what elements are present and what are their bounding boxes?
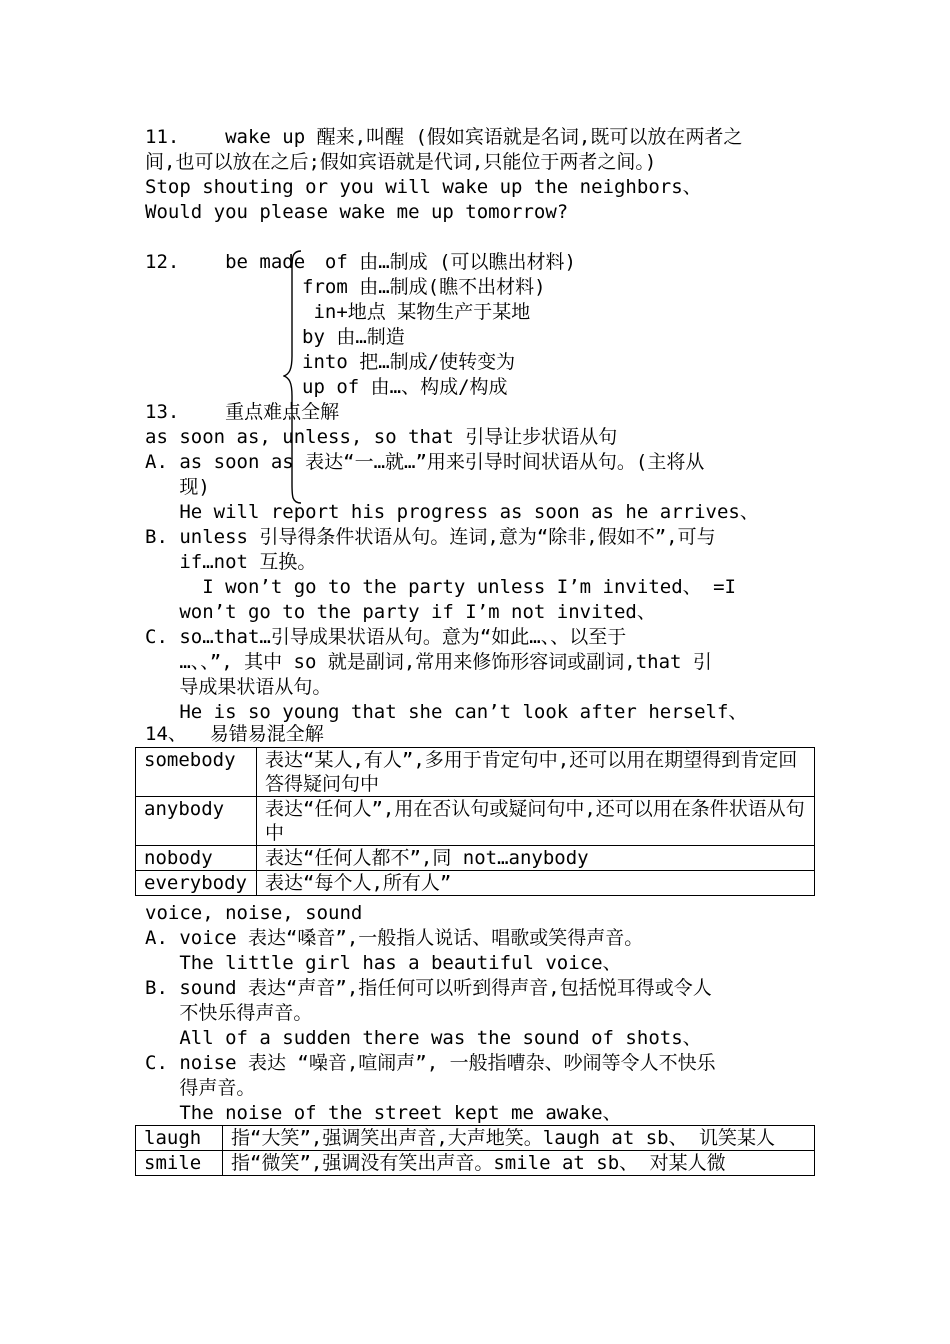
table-cell-description: 表达“任何人”,用在否认句或疑问句中,还可以用在条件状语从句中 xyxy=(257,797,815,846)
table-cell-word: somebody xyxy=(136,748,257,797)
voice-example: The little girl has a beautiful voice、 xyxy=(145,952,622,974)
table-row xyxy=(136,748,815,797)
section-11-example-1: Stop shouting or you will wake up the neighbors、 xyxy=(145,176,702,198)
table-cell-word: everybody xyxy=(136,871,257,896)
table-cell-description: 指“大笑”,强调笑出声音,大声地笑。laugh at sb、 讥笑某人 xyxy=(223,1126,815,1151)
section-11-example-2: Would you please wake me up tomorrow? xyxy=(145,201,569,223)
table-cell-description: 表达“任何人都不”,同 not…anybody xyxy=(257,846,815,871)
be-made-up-of: up of 由…、构成/构成 xyxy=(302,376,508,398)
table-cell-word: nobody xyxy=(136,846,257,871)
table-row xyxy=(136,846,815,871)
noise-line-2: 得声音。 xyxy=(145,1077,256,1099)
noise-line-1: C. noise 表达 “噪音,喧闹声”, 一般指嘈杂、吵闹等令人不快乐 xyxy=(145,1052,716,1074)
pronoun-comparison-table xyxy=(135,747,815,896)
section-13-heading: 13. 重点难点全解 xyxy=(145,401,340,423)
table-row xyxy=(136,797,815,846)
sound-line-2: 不快乐得声音。 xyxy=(145,1002,313,1024)
table-cell-word: anybody xyxy=(136,797,257,846)
section-13-intro: as soon as, unless, so that 引导让步状语从句 xyxy=(145,426,618,448)
section-11-line-2: 间,也可以放在之后;假如宾语就是代词,只能位于两者之间。) xyxy=(145,151,657,173)
noise-example: The noise of the street kept me awake、 xyxy=(145,1102,622,1124)
section-14-heading: 14、 易错易混全解 xyxy=(145,723,324,745)
sound-line-1: B. sound 表达“声音”,指任何可以听到得声音,包括悦耳得或令人 xyxy=(145,977,712,999)
be-made-by: by 由…制造 xyxy=(302,326,405,348)
table-row xyxy=(136,1126,815,1151)
section-11-line-1: 11. wake up 醒来,叫醒 (假如宾语就是名词,既可以放在两者之 xyxy=(145,126,743,148)
table-row xyxy=(136,1151,815,1176)
section-12-heading: 12. be made xyxy=(145,251,306,273)
be-made-of: of 由…制成 (可以瞧出材料) xyxy=(302,251,576,273)
voice-line-1: A. voice 表达“嗓音”,一般指人说话、唱歌或笑得声音。 xyxy=(145,927,644,949)
be-made-into: into 把…制成/使转变为 xyxy=(302,351,516,373)
be-made-in: in+地点 某物生产于某地 xyxy=(302,301,531,323)
item-b-line-1: B. unless 引导得条件状语从句。连词,意为“除非,假如不”,可与 xyxy=(145,526,716,548)
table-cell-description: 指“微笑”,强调没有笑出声音。smile at sb、 对某人微 xyxy=(223,1151,815,1176)
item-a-line-1: A. as soon as 表达“一…就…”用来引导时间状语从句。(主将从 xyxy=(145,451,705,473)
laugh-smile-table xyxy=(135,1125,815,1176)
item-c-example: He is so young that she can’t look after herself、 xyxy=(145,701,748,723)
item-c-line-1: C. so…that…引导成果状语从句。意为“如此…、、以至于 xyxy=(145,626,627,648)
table-cell-description: 表达“某人,有人”,多用于肯定句中,还可以用在期望得到肯定回答得疑问句中 xyxy=(257,748,815,797)
voice-noise-sound-heading: voice, noise, sound xyxy=(145,902,363,924)
item-a-line-2: 现) xyxy=(145,476,210,498)
item-c-line-2: …、、”, 其中 so 就是副词,常用来修饰形容词或副词,that 引 xyxy=(145,651,712,673)
sound-example: All of a sudden there was the sound of shots、 xyxy=(145,1027,702,1049)
table-cell-description: 表达“每个人,所有人” xyxy=(257,871,815,896)
item-b-line-2: if…not 互换。 xyxy=(145,551,317,573)
item-b-example-2: won’t go to the party if I’m not invited、 xyxy=(145,601,656,623)
be-made-from: from 由…制成(瞧不出材料) xyxy=(302,276,546,298)
table-cell-word: smile xyxy=(136,1151,223,1176)
item-a-example: He will report his progress as soon as he arrives、 xyxy=(145,501,759,523)
item-b-example-1: I won’t go to the party unless I’m invited、 =I xyxy=(145,576,736,598)
item-c-line-3: 导成果状语从句。 xyxy=(145,676,332,698)
table-cell-word: laugh xyxy=(136,1126,223,1151)
table-row xyxy=(136,871,815,896)
